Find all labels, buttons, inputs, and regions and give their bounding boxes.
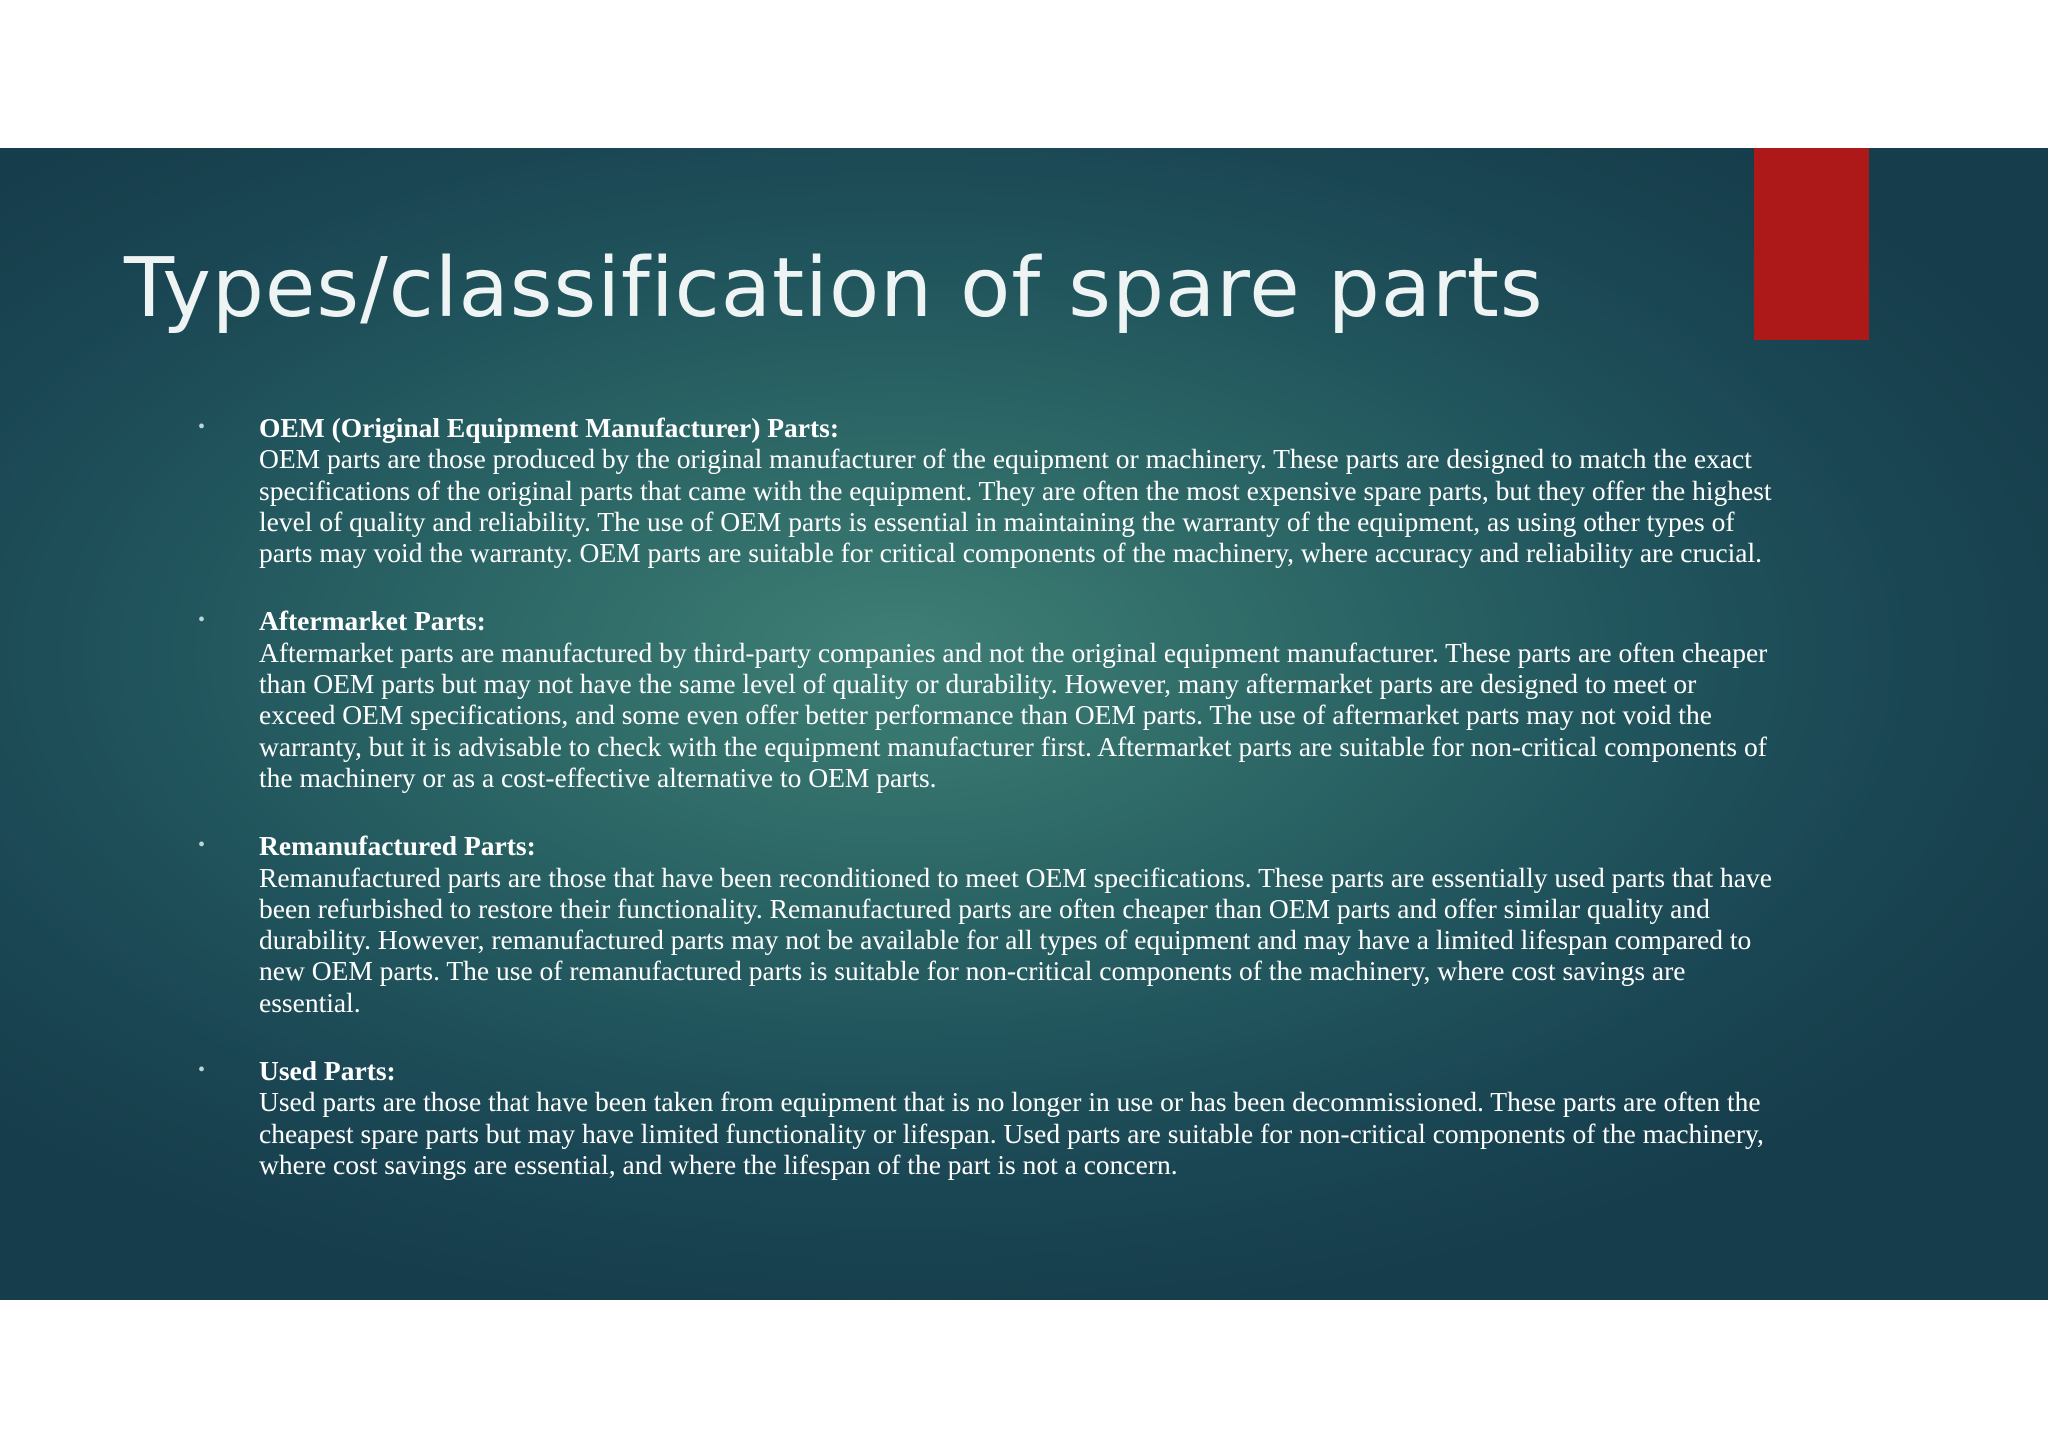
item-body: Aftermarket parts are manufactured by third-party companies and not the original equipment manufacturer. These parts are often cheaper than OEM parts but may not have the same level of quality or durability. However, many aftermarket parts are designed to meet or exceed OEM specifications, and some even offer better performance than OEM parts. The use of aftermarket parts may not void the warranty, but it is advisable to check with the equipment manufacturer first. Aftermarket parts are suitable for non-critical components of the machinery or as a cost-effective alternative to OEM parts. bbox=[259, 636, 1768, 793]
bullet-icon: • bbox=[198, 1059, 206, 1082]
bullet-icon: • bbox=[198, 834, 206, 857]
slide-title: Types/classification of spare parts bbox=[124, 241, 1544, 336]
bullet-item-oem-parts bbox=[198, 412, 1778, 568]
item-heading: Aftermarket Parts: bbox=[259, 605, 486, 637]
bullet-item-used-parts bbox=[198, 1055, 1778, 1180]
accent-bar bbox=[1754, 148, 1869, 340]
bullet-icon: • bbox=[198, 609, 206, 632]
item-body: Remanufactured parts are those that have been reconditioned to meet OEM specifications. These parts are essentially used parts that have been refurbished to restore their functionality. Remanufactured parts are often cheaper than OEM parts and offer similar quality and durability. However, remanufactured parts may not be available for all types of equipment and may have a limited lifespan compared to new OEM parts. The use of remanufactured parts is suitable for non-critical components of the machinery, where cost savings are essential. bbox=[259, 861, 1772, 1018]
bullet-item-aftermarket-parts bbox=[198, 605, 1778, 793]
item-heading: Used Parts: bbox=[259, 1055, 396, 1087]
bullet-list bbox=[198, 412, 1778, 1217]
bullet-icon: • bbox=[198, 416, 206, 438]
item-body: OEM parts are those produced by the original manufacturer of the equipment or machinery. These parts are designed to match the exact specifications of the original parts that came with the equipment. They are often the most expensive spare parts, but they offer the highest level of quality and reliability. The use of OEM parts is essential in maintaining the warranty of the equipment, as using other types of parts may void the warranty. OEM parts are suitable for critical components of the machinery, where accuracy and reliability are crucial. bbox=[259, 443, 1772, 569]
item-heading: OEM (Original Equipment Manufacturer) Parts: bbox=[259, 412, 839, 443]
bullet-item-remanufactured-parts bbox=[198, 830, 1778, 1018]
item-body: Used parts are those that have been taken from equipment that is no longer in use or has been decommissioned. These parts are often the cheapest spare parts but may have limited functionality or lifespan. Used parts are suitable for non-critical components of the machinery, where cost savings are essential, and where the lifespan of the part is not a concern. bbox=[259, 1086, 1764, 1180]
slide bbox=[0, 148, 2048, 1300]
item-heading: Remanufactured Parts: bbox=[259, 830, 536, 862]
